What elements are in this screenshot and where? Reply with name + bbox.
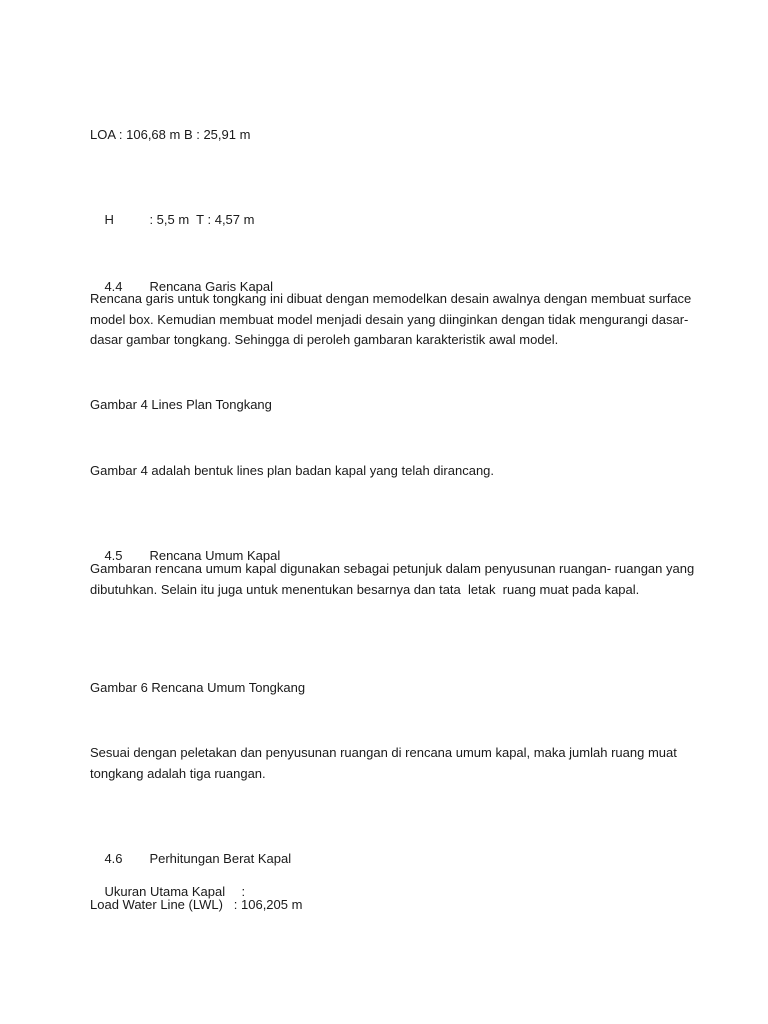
h-value: : 5,5 m T : 4,57 m [149,212,255,227]
figure-4-description: Gambar 4 adalah bentuk lines plan badan kapal yang telah dirancang. [90,463,495,478]
section-number: 4.6 [104,851,123,866]
paragraph-line: dasar gambar tongkang. Sehingga di peroleh gambaran karakteristik awal model. [90,332,559,347]
paragraph-rencana-garis [90,289,692,351]
ukuran-utama-colon: : [241,884,246,899]
section-number: 4.5 [104,548,123,563]
figure-6-caption: Gambar 6 Rencana Umum Tongkang [90,680,306,695]
paragraph-ruang-muat [90,743,685,784]
paragraph-rencana-umum [90,559,695,600]
ukuran-utama-label: Ukuran Utama Kapal [104,884,226,899]
section-title: Rencana Umum Kapal [149,548,281,563]
h-line [90,190,254,250]
section-number: 4.4 [104,279,123,294]
paragraph-line: dibutuhkan. Selain itu juga untuk menentukan besarnya dan tata letak ruang muat pada kapal. [90,581,640,597]
section-title: Perhitungan Berat Kapal [149,851,292,866]
section-title: Rencana Garis Kapal [149,279,274,294]
figure-4-caption: Gambar 4 Lines Plan Tongkang [90,397,272,412]
paragraph-line: Rencana garis untuk tongkang ini dibuat dengan memodelkan desain awalnya dengan membuat surface [90,291,692,306]
h-label: H [104,212,114,227]
paragraph-line: Gambaran rencana umum kapal digunakan sebagai petunjuk dalam penyusunan ruangan- ruangan yang [90,561,695,576]
lwl-line: Load Water Line (LWL) : 106,205 m [90,897,303,912]
loa-line: LOA : 106,68 m B : 25,91 m [90,127,251,142]
paragraph-line: Sesuai dengan peletakan dan penyusunan ruangan di rencana umum kapal, maka jumlah ruang muat [90,745,677,760]
paragraph-line: model box. Kemudian membuat model menjadi desain yang diinginkan dengan tidak mengurangi dasar- [90,311,689,327]
paragraph-line: tongkang adalah tiga ruangan. [90,765,266,781]
